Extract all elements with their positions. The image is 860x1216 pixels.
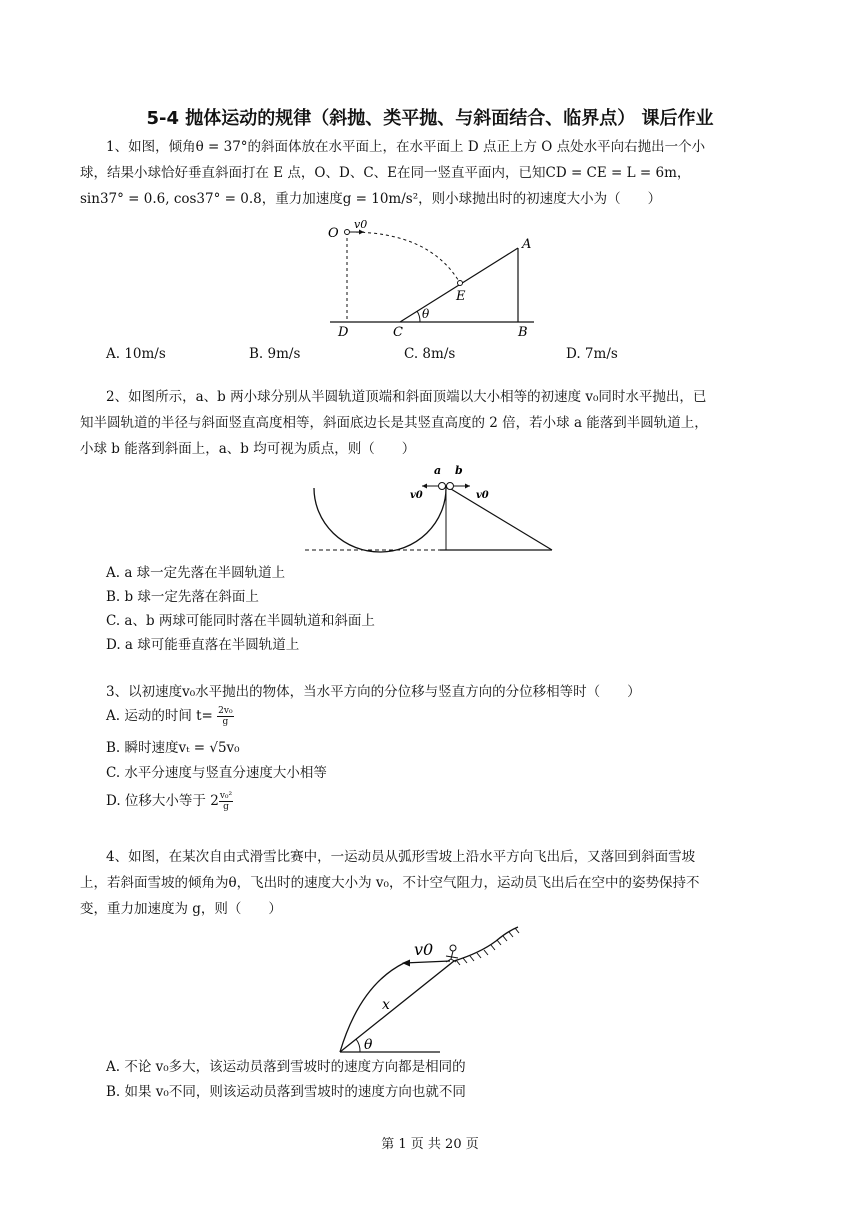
q2-label-a: a	[434, 464, 442, 477]
page-title: 5-4 抛体运动的规律（斜抛、类平抛、与斜面结合、临界点） 课后作业	[146, 108, 714, 129]
q4-stem-line-3: 变，重力加速度为 g，则（ ）	[80, 901, 282, 917]
q4-option-b[interactable]: B. 如果 v₀不同，则该运动员落到雪坡时的速度方向也就不同	[106, 1084, 466, 1100]
q1-label-theta: θ	[422, 307, 430, 321]
q1-stem-line-2: 球，结果小球恰好垂直斜面打在 E 点，O、D、C、E在同一竖直平面内，已知CD = CE = L = 6m，	[80, 165, 691, 181]
q1-stem-line-3: sin37° = 0.6, cos37° = 0.8，重力加速度g = 10m/s²，则小球抛出时的初速度大小为（ ）	[80, 191, 662, 207]
q2-option-c[interactable]: C. a、b 两球可能同时落在半圆轨道和斜面上	[106, 613, 375, 629]
q3-option-a-fraction	[217, 706, 233, 727]
q1-option-a[interactable]: A. 10m/s	[106, 346, 166, 362]
q2-stem-line-3: 小球 b 能落到斜面上，a、b 均可视为质点，则（ ）	[80, 441, 416, 457]
q4-stem-line-2: 上，若斜面雪坡的倾角为θ，飞出时的速度大小为 v₀，不计空气阻力，运动员飞出后在空中的姿势保持不	[80, 875, 700, 891]
q1-option-c[interactable]: C. 8m/s	[404, 346, 456, 362]
q1-label-c: C	[393, 325, 403, 340]
q1-label-o: O	[328, 226, 339, 241]
q4-label-theta: θ	[364, 1037, 373, 1053]
q1-label-v0: v0	[354, 220, 368, 231]
q3-option-d[interactable]	[106, 791, 233, 812]
q2-option-b[interactable]: B. b 球一定先落在斜面上	[106, 589, 259, 605]
q2-option-d[interactable]: D. a 球可能垂直落在半圆轨道上	[106, 637, 300, 653]
q2-label-v0-right: v0	[476, 490, 489, 501]
q2-track-figure	[300, 462, 560, 557]
q1-stem-line-1: 1、如图，倾角θ = 37°的斜面体放在水平面上，在水平面上 D 点正上方 O 点处水平向右抛出一个小	[106, 139, 706, 155]
q3-option-d-numerator: v₀²	[219, 791, 233, 801]
q3-option-a-denominator: g	[222, 717, 229, 727]
q3-option-d-text: D. 位移大小等于 2	[106, 793, 219, 809]
q2-stem-line-1: 2、如图所示，a、b 两小球分别从半圆轨道顶端和斜面顶端以大小相等的初速度 v₀同时水平抛出，已	[106, 389, 707, 405]
q4-option-a[interactable]: A. 不论 v₀多大，该运动员落到雪坡时的速度方向都是相同的	[106, 1059, 466, 1075]
q1-label-a: A	[522, 237, 532, 252]
q4-label-x: x	[382, 997, 390, 1013]
q3-option-b[interactable]: B. 瞬时速度vₜ = √5v₀	[106, 740, 240, 756]
q3-option-d-denominator: g	[223, 802, 229, 812]
q1-incline-figure	[320, 220, 540, 340]
q3-option-a-numerator: 2v₀	[218, 706, 233, 716]
q3-option-c[interactable]: C. 水平分速度与竖直分速度大小相等	[106, 765, 327, 781]
q2-option-a[interactable]: A. a 球一定先落在半圆轨道上	[106, 565, 286, 581]
q1-label-e: E	[456, 289, 466, 304]
q2-stem-line-2: 知半圆轨道的半径与斜面竖直高度相等，斜面底边长是其竖直高度的 2 倍，若小球 a 能落到半圆轨道上，	[80, 415, 708, 431]
q3-option-a-text: A. 运动的时间 t=	[106, 708, 213, 724]
q3-stem: 3、以初速度v₀水平抛出的物体，当水平方向的分位移与竖直方向的分位移相等时（ ）	[106, 684, 641, 700]
q4-ski-slope-figure	[330, 925, 530, 1055]
q4-label-v0: v0	[414, 940, 434, 959]
q3-option-d-fraction	[219, 791, 233, 812]
q2-label-b: b	[455, 464, 463, 477]
q1-option-b[interactable]: B. 9m/s	[249, 346, 301, 362]
page-footer: 第 1 页 共 20 页	[381, 1137, 479, 1152]
q4-stem-line-1: 4、如图，在某次自由式滑雪比赛中，一运动员从弧形雪坡上沿水平方向飞出后，又落回到斜面雪坡	[106, 849, 696, 865]
q1-label-b: B	[518, 325, 528, 340]
q3-option-a[interactable]	[106, 706, 234, 727]
q2-label-v0-left: v0	[410, 490, 423, 501]
q1-label-d: D	[338, 325, 349, 340]
q1-option-d[interactable]: D. 7m/s	[566, 346, 618, 362]
